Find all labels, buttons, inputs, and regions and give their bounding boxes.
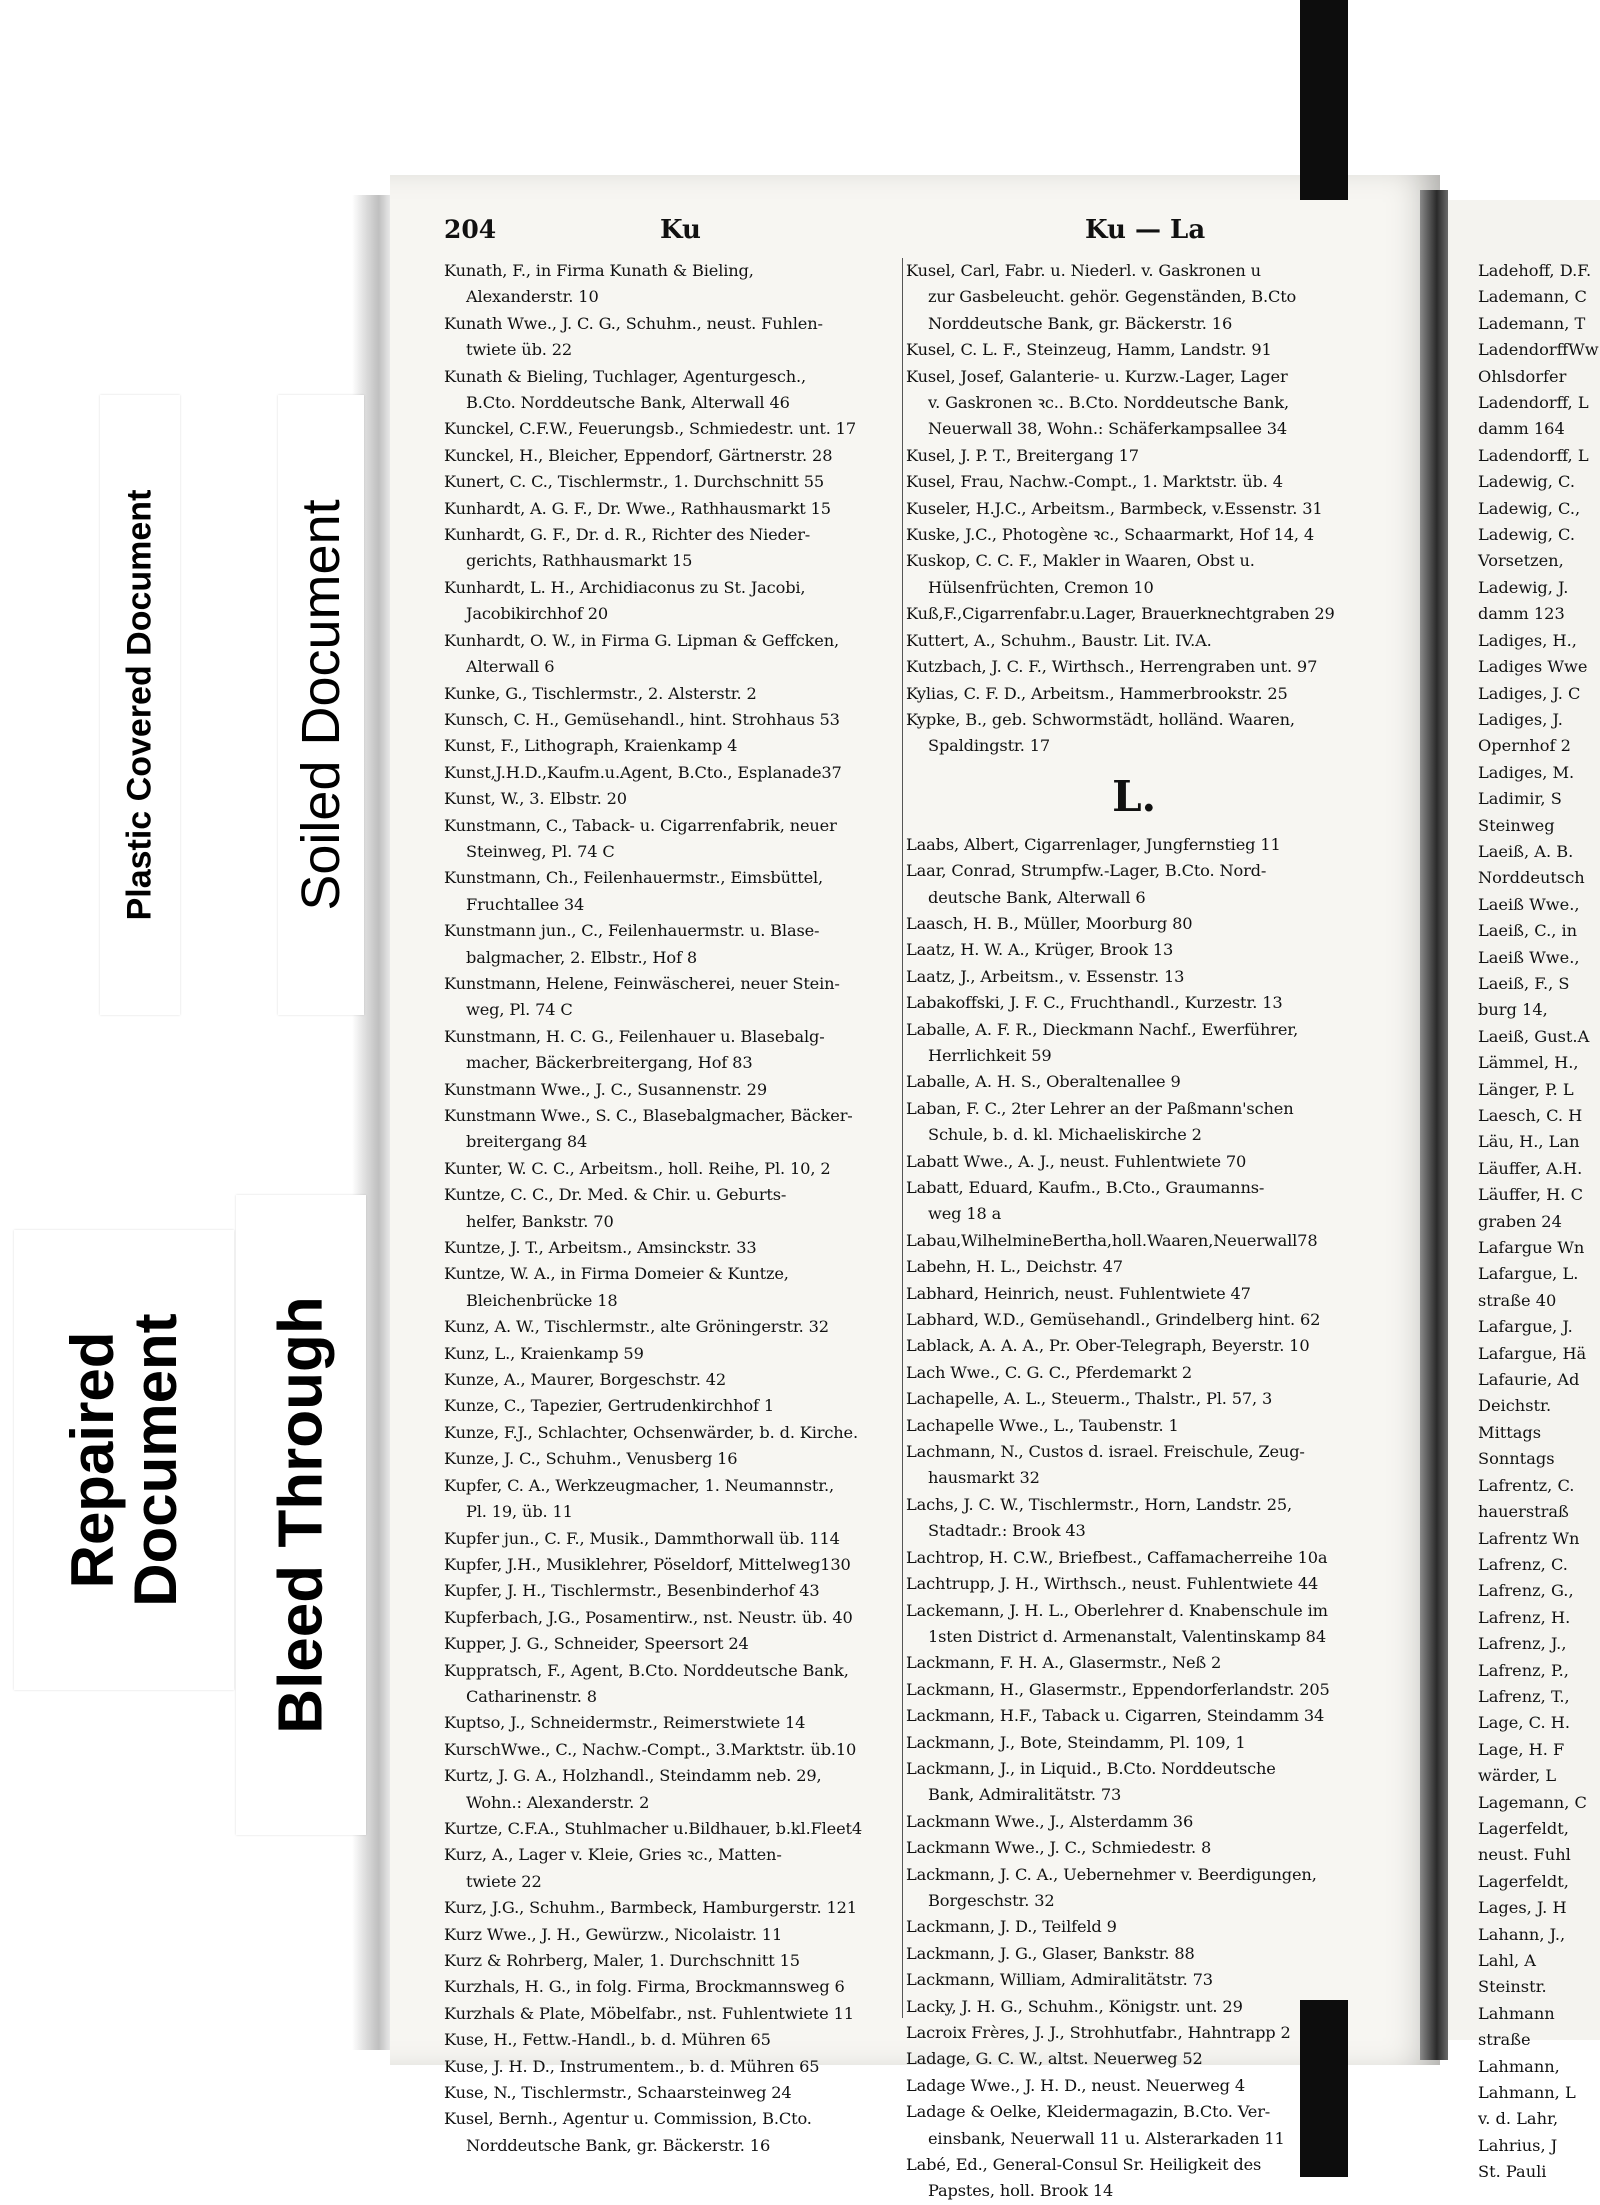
next-page-fragment-line: Länger, P. L <box>1478 1079 1574 1099</box>
next-page-fragment-line: Norddeutsch <box>1478 868 1585 888</box>
directory-entry-line: Stadtadr.: Brook 43 <box>928 1521 1086 1541</box>
next-page-fragment-line: St. Pauli <box>1478 2162 1547 2182</box>
directory-entry-line: Kuß,F.,Cigarrenfabr.u.Lager, Brauerknechtgraben 29 <box>906 604 1335 624</box>
directory-entry-line: Laatz, H. W. A., Krüger, Brook 13 <box>906 940 1174 960</box>
next-page-fragment-line: Laesch, C. H <box>1478 1106 1583 1125</box>
next-page-fragment-line: Lafrentz, C. <box>1478 1475 1575 1495</box>
left-column <box>444 258 904 2159</box>
directory-entry-line: Kunstmann, Helene, Feinwäscherei, neuer Stein- <box>444 973 840 993</box>
directory-entry-line: zur Gasbeleucht. gehör. Gegenständen, B.Cto <box>928 287 1297 307</box>
directory-entry-line: Lackmann, J. G., Glaser, Bankstr. 88 <box>906 1943 1195 1963</box>
next-page-fragment-line: Ladimir, S <box>1478 789 1562 809</box>
next-page-fragment-line: Mittags <box>1478 1422 1542 1442</box>
directory-entry-line: twiete üb. 22 <box>466 340 573 360</box>
directory-entry-line: Neuerwall 38, Wohn.: Schäferkampsallee 34 <box>928 419 1288 439</box>
directory-entry-line: Herrlichkeit 59 <box>928 1045 1052 1065</box>
book-gutter <box>1420 190 1448 2060</box>
label-repaired: Repaired Document <box>14 1230 234 1690</box>
directory-entry-line: Kuntze, C. C., Dr. Med. & Chir. u. Geburts- <box>444 1185 787 1205</box>
next-page-fragment-line: Lafrenz, C. <box>1478 1554 1568 1574</box>
directory-entry-line: Kunst, W., 3. Elbstr. 20 <box>444 789 627 809</box>
directory-entry-line: Hülsenfrüchten, Cremon 10 <box>928 577 1154 597</box>
directory-entry-line: Borgeschstr. 32 <box>928 1890 1055 1910</box>
directory-entry-line: hausmarkt 32 <box>928 1468 1040 1488</box>
next-page-fragment-line: LadendorffWw <box>1478 340 1599 360</box>
next-page-fragment-line: Laeiß Wwe., <box>1478 894 1580 914</box>
next-page-fragment-line: Laeiß, C., in <box>1478 921 1578 941</box>
directory-entry-line: Kunst,J.H.D.,Kaufm.u.Agent, B.Cto., Esplanade37 <box>444 762 842 782</box>
directory-entry-line: Kunz, A. W., Tischlermstr., alte Gröningerstr. 32 <box>444 1317 829 1337</box>
directory-entry-line: Lackmann, William, Admiralitätstr. 73 <box>906 1970 1213 1990</box>
directory-entry-line: B.Cto. Norddeutsche Bank, Alterwall 46 <box>466 393 790 413</box>
directory-entry-line: Lachtrop, H. C.W., Briefbest., Caffamacherreihe 10a <box>906 1547 1328 1567</box>
next-page-fragment-line: Lagemann, C <box>1478 1792 1587 1812</box>
directory-entry-line: Lackmann Wwe., J., Alsterdamm 36 <box>906 1811 1194 1831</box>
directory-entry-line: Kuntze, W. A., in Firma Domeier & Kuntze, <box>444 1264 789 1284</box>
directory-entry-line: Fruchtallee 34 <box>466 894 585 914</box>
directory-entry-line: Jacobikirchhof 20 <box>466 604 609 624</box>
directory-entry-line: Kylias, C. F. D., Arbeitsm., Hammerbrookstr. 25 <box>906 683 1288 703</box>
next-page-fragment-line: burg 14, <box>1478 1000 1548 1020</box>
directory-entry-line: Kusel, J. P. T., Breitergang 17 <box>906 445 1139 465</box>
next-page-fragment-line: straße 40 <box>1478 1290 1557 1310</box>
label-bleed-through: Bleed Through <box>236 1195 366 1835</box>
next-page-fragment-line: Lämmel, H., <box>1478 1053 1579 1073</box>
black-tape-top <box>1300 0 1348 200</box>
directory-entry-line: KurschWwe., C., Nachw.-Compt., 3.Marktstr. üb.10 <box>444 1739 857 1759</box>
directory-entry-line: Kypke, B., geb. Schwormstädt, holländ. Waaren, <box>906 709 1295 729</box>
next-page-fragment-line: hauerstraß <box>1478 1502 1569 1522</box>
directory-entry-line: helfer, Bankstr. 70 <box>466 1211 614 1231</box>
directory-entry-line: Kunz, L., Kraienkamp 59 <box>444 1343 644 1363</box>
next-page-fragment-line: Ladiges, J. C <box>1478 683 1581 703</box>
directory-entry-line: gerichts, Rathhausmarkt 15 <box>466 551 693 571</box>
directory-entry-line: weg 18 a <box>928 1204 1002 1224</box>
next-page-fragment-line: Lagerfeldt, <box>1478 1871 1569 1891</box>
directory-entry-line: Kurz & Rohrberg, Maler, 1. Durchschnitt 15 <box>444 1951 800 1970</box>
directory-entry-line: Labé, Ed., General-Consul Sr. Heiligkeit des <box>906 2155 1262 2175</box>
next-page-fragment-line: Lagerfeldt, <box>1478 1818 1569 1838</box>
next-page-fragment-line: Opernhof 2 <box>1478 736 1571 756</box>
directory-entry-line: Bleichenbrücke 18 <box>466 1290 618 1310</box>
directory-entry-line: Norddeutsche Bank, gr. Bäckerstr. 16 <box>928 313 1233 333</box>
directory-entry-line: v. Gaskronen ꝛc.. B.Cto. Norddeutsche Bank, <box>928 393 1290 413</box>
directory-entry-line: Kupfer, J. H., Tischlermstr., Besenbinderhof 43 <box>444 1581 820 1601</box>
label-soiled: Soiled Document <box>278 395 364 1015</box>
running-head-left: Ku <box>660 215 701 245</box>
directory-entry-line: Kunstmann Wwe., S. C., Blasebalgmacher, Bäcker- <box>444 1106 853 1125</box>
next-page-fragment-line: damm 123 <box>1478 604 1565 624</box>
directory-entry-line: Kuppratsch, F., Agent, B.Cto. Norddeutsche Bank, <box>444 1660 849 1680</box>
directory-entry-line: Kusel, Bernh., Agentur u. Commission, B.Cto. <box>444 2109 812 2129</box>
directory-entry-line: Lackmann, H., Glasermstr., Eppendorferlandstr. 205 <box>906 1679 1330 1699</box>
directory-entry-line: Kuntze, J. T., Arbeitsm., Amsinckstr. 33 <box>444 1238 757 1258</box>
next-page-fragment-line: Lafrenz, H. <box>1478 1607 1571 1627</box>
next-page-fragment-line: Lademann, C <box>1478 287 1587 307</box>
directory-entry-line: Laban, F. C., 2ter Lehrer an der Paßmann'schen <box>906 1098 1294 1118</box>
next-page-fragment-line: Lahmann <box>1478 2003 1555 2023</box>
next-page-fragment-line: Ladiges, M. <box>1478 762 1575 782</box>
directory-entry-line: Kunhardt, L. H., Archidiaconus zu St. Jacobi, <box>444 577 806 597</box>
directory-entry-line: Kuse, H., Fettw.-Handl., b. d. Mühren 65 <box>444 2030 771 2050</box>
next-page-fragment-line: Ladiges, J. <box>1478 709 1563 729</box>
next-page-fragment-line: Läuffer, H. C <box>1478 1185 1583 1205</box>
directory-entry-line: Kunke, G., Tischlermstr., 2. Alsterstr. 2 <box>444 683 757 703</box>
next-page-fragment-line: Deichstr. <box>1478 1396 1552 1416</box>
directory-entry-line: Lackmann Wwe., J. C., Schmiedestr. 8 <box>906 1838 1212 1858</box>
next-page-fragment-line: v. d. Lahr, <box>1478 2109 1559 2129</box>
next-page-fragment-line: Ladiges, H., <box>1478 630 1577 650</box>
right-column <box>906 258 1362 2205</box>
next-page-fragment-line: Laeiß Wwe., <box>1478 947 1580 967</box>
directory-entry-line: Kuptso, J., Schneidermstr., Reimerstwiete 14 <box>444 1713 806 1733</box>
next-page-fragment-line: Laeiß, A. B. <box>1478 841 1574 861</box>
directory-entry-line: Lackmann, J., in Liquid., B.Cto. Norddeutsche <box>906 1758 1276 1778</box>
next-page-fragment-line: Laeiß, Gust.A <box>1478 1026 1590 1046</box>
directory-entry-line: Laballe, A. F. R., Dieckmann Nachf., Ewerführer, <box>906 1019 1299 1039</box>
directory-entry-line: Labehn, H. L., Deichstr. 47 <box>906 1257 1123 1277</box>
directory-entry-line: balgmacher, 2. Elbstr., Hof 8 <box>466 947 697 967</box>
directory-entry-line: Kunst, F., Lithograph, Kraienkamp 4 <box>444 736 738 756</box>
directory-entry-line: Lackmann, J. C. A., Uebernehmer v. Beerdigungen, <box>906 1864 1317 1884</box>
next-page-fragment-line: graben 24 <box>1478 1211 1562 1231</box>
next-page-fragment-line: Ladendorff, L <box>1478 393 1589 413</box>
directory-entry-line: Lackmann, H.F., Taback u. Cigarren, Steindamm 34 <box>906 1706 1325 1726</box>
directory-entry-line: Alexanderstr. 10 <box>466 287 599 307</box>
next-page-fragment-line: Lahann, J., <box>1478 1924 1566 1944</box>
directory-entry-line: Ladage Wwe., J. H. D., neust. Neuerweg 4 <box>906 2075 1246 2095</box>
directory-entry-line: Ladage & Oelke, Kleidermagazin, B.Cto. Ver- <box>906 2102 1271 2122</box>
directory-entry-line: Kunhardt, G. F., Dr. d. R., Richter des Nieder- <box>444 525 811 545</box>
directory-entry-line: Labakoffski, J. F. C., Fruchthandl., Kurzestr. 13 <box>906 993 1283 1013</box>
directory-entry-line: Lachmann, N., Custos d. israel. Freischule, Zeug- <box>906 1442 1305 1462</box>
directory-entry-line: Kunath, F., in Firma Kunath & Bieling, <box>444 261 754 280</box>
directory-entry-line: Kusel, Josef, Galanterie- u. Kurzw.-Lager, Lager <box>906 366 1288 386</box>
directory-entry-line: Kunsch, C. H., Gemüsehandl., hint. Strohhaus 53 <box>444 709 840 729</box>
directory-entry-line: Bank, Admiralitätstr. 73 <box>928 1785 1122 1805</box>
right-column-ku-entries <box>906 258 1362 760</box>
directory-entry-line: Lach Wwe., C. G. C., Pferdemarkt 2 <box>906 1362 1193 1382</box>
directory-entry-line: Kutzbach, J. C. F., Wirthsch., Herrengraben unt. 97 <box>906 657 1318 677</box>
directory-entry-line: Schule, b. d. kl. Michaeliskirche 2 <box>928 1125 1202 1145</box>
next-page-fragment-line: Laeiß, F., S <box>1478 973 1570 993</box>
directory-entry-line: Kusel, Frau, Nachw.-Compt., 1. Marktstr. üb. 4 <box>906 472 1283 492</box>
directory-entry-line: Kusel, C. L. F., Steinzeug, Hamm, Landstr. 91 <box>906 340 1272 360</box>
right-column-la-entries <box>906 832 1362 2205</box>
running-head-right: Ku — La <box>1085 215 1206 245</box>
directory-entry-line: Kurzhals, H. G., in folg. Firma, Brockmannsweg 6 <box>444 1977 845 1997</box>
directory-entry-line: Kunhardt, O. W., in Firma G. Lipman & Geffcken, <box>444 630 839 650</box>
next-page-fragment-line: Sonntags <box>1478 1449 1555 1469</box>
directory-entry-line: Kunstmann, H. C. G., Feilenhauer u. Blasebalg- <box>444 1026 825 1046</box>
directory-entry-line: Kuttert, A., Schuhm., Baustr. Lit. IV.A. <box>906 630 1212 650</box>
directory-entry-line: einsbank, Neuerwall 11 u. Alsterarkaden 11 <box>928 2128 1285 2148</box>
directory-entry-line: Lacky, J. H. G., Schuhm., Königstr. unt. 29 <box>906 1996 1243 2016</box>
directory-entry-line: Labatt, Eduard, Kaufm., B.Cto., Graumanns- <box>906 1178 1265 1197</box>
directory-entry-line: Kuskop, C. C. F., Makler in Waaren, Obst u. <box>906 551 1255 571</box>
directory-entry-line: Steinweg, Pl. 74 C <box>466 841 615 861</box>
directory-entry-line: Kunhardt, A. G. F., Dr. Wwe., Rathhausmarkt 15 <box>444 498 831 518</box>
next-page-fragment-line: Lages, J. H <box>1478 1898 1567 1918</box>
directory-entry-line: Lackmann, J. D., Teilfeld 9 <box>906 1917 1117 1937</box>
directory-entry-line: Kunstmann jun., C., Feilenhauermstr. u. Blase- <box>444 921 820 941</box>
directory-entry-line: deutsche Bank, Alterwall 6 <box>928 887 1146 907</box>
directory-entry-line: macher, Bäckerbreitergang, Hof 83 <box>466 1053 753 1073</box>
directory-entry-line: Kunert, C. C., Tischlermstr., 1. Durchschnitt 55 <box>444 472 825 492</box>
next-page-fragment-line: Vorsetzen, <box>1478 551 1564 571</box>
next-page-fragment-line: Steinweg <box>1478 815 1555 835</box>
directory-entry-line: Kuske, J.C., Photogène ꝛc., Schaarmarkt, Hof 14, 4 <box>906 525 1315 545</box>
directory-entry-line: Kupfer jun., C. F., Musik., Dammthorwall üb. 114 <box>444 1528 840 1548</box>
next-page-fragment-line: Lage, H. F <box>1478 1739 1565 1759</box>
directory-entry-line: Lackemann, J. H. L., Oberlehrer d. Knabenschule im <box>906 1600 1328 1620</box>
next-page-fragment-line: damm 164 <box>1478 419 1565 439</box>
directory-entry-line: Kunath Wwe., J. C. G., Schuhm., neust. Fuhlen- <box>444 313 823 333</box>
next-page-fragment-line: Lafrenz, G., <box>1478 1581 1574 1601</box>
directory-entry-line: Lacroix Frères, J. J., Strohhutfabr., Hahntrapp 2 <box>906 2023 1291 2042</box>
next-page-fragment-line: Lahmann, L <box>1478 2083 1576 2103</box>
next-page-fragments <box>1478 258 1599 2186</box>
next-page-fragment-line: Ladehoff, D.F. <box>1478 261 1592 280</box>
directory-entry-line: Kunze, C., Tapezier, Gertrudenkirchhof 1 <box>444 1396 775 1416</box>
directory-entry-line: Lachapelle Wwe., L., Taubenstr. 1 <box>906 1415 1179 1435</box>
next-page-fragment-line: Lage, C. H. <box>1478 1713 1570 1733</box>
next-page-fragment-line: Lafrenz, J., <box>1478 1634 1567 1654</box>
directory-entry-line: Kunstmann, C., Taback- u. Cigarrenfabrik, neuer <box>444 815 837 835</box>
directory-entry-line: Ladage, G. C. W., altst. Neuerweg 52 <box>906 2049 1203 2069</box>
directory-entry-line: Kupfer, J.H., Musiklehrer, Pöseldorf, Mittelweg130 <box>444 1554 851 1574</box>
next-page-fragment-line: Ladendorff, L <box>1478 445 1589 465</box>
directory-entry-line: Kunckel, C.F.W., Feuerungsb., Schmiedestr. unt. 17 <box>444 419 856 439</box>
directory-entry-line: Kurtze, C.F.A., Stuhlmacher u.Bildhauer, b.kl.Fleet4 <box>444 1818 863 1838</box>
page-number: 204 <box>444 215 497 244</box>
directory-entry-line: Kurz, J.G., Schuhm., Barmbeck, Hamburgerstr. 121 <box>444 1898 857 1918</box>
next-page-fragment-line: Lafargue, J. <box>1478 1317 1573 1337</box>
next-page-fragment-line: Ladewig, C., <box>1478 498 1581 518</box>
directory-entry-line: Lachtrupp, J. H., Wirthsch., neust. Fuhlentwiete 44 <box>906 1574 1319 1594</box>
directory-entry-line: Pl. 19, üb. 11 <box>466 1502 573 1522</box>
directory-entry-line: Kurzhals & Plate, Möbelfabr., nst. Fuhlentwiete 11 <box>444 2003 854 2023</box>
directory-entry-line: Kunckel, H., Bleicher, Eppendorf, Gärtnerstr. 28 <box>444 445 833 465</box>
directory-entry-line: Kupferbach, J.G., Posamentirw., nst. Neustr. üb. 40 <box>444 1607 853 1627</box>
directory-entry-line: Lachapelle, A. L., Steuerm., Thalstr., Pl. 57, 3 <box>906 1389 1273 1409</box>
directory-entry-line: Wohn.: Alexanderstr. 2 <box>466 1792 650 1812</box>
directory-entry-line: Kunze, J. C., Schuhm., Venusberg 16 <box>444 1449 738 1469</box>
next-page-fragment-line: Lafargue, Hä <box>1478 1343 1587 1363</box>
directory-entry-line: Kunath & Bieling, Tuchlager, Agenturgesch., <box>444 366 806 386</box>
directory-entry-line: Kunze, F.J., Schlachter, Ochsenwärder, b. d. Kirche. <box>444 1422 858 1442</box>
next-page-fragment-line: Ladiges Wwe <box>1478 657 1588 677</box>
directory-entry-line: Laar, Conrad, Strumpfw.-Lager, B.Cto. Nord- <box>906 861 1267 881</box>
directory-entry-line: Labhard, Heinrich, neust. Fuhlentwiete 47 <box>906 1283 1251 1303</box>
next-page-fragment-line: Lafargue Wn <box>1478 1238 1585 1258</box>
directory-entry-line: Lablack, A. A. A., Pr. Ober-Telegraph, Beyerstr. 10 <box>906 1336 1310 1356</box>
next-page-fragment-line: Lafrenz, T., <box>1478 1686 1570 1706</box>
directory-entry-line: Kusel, Carl, Fabr. u. Niederl. v. Gaskronen u <box>906 261 1261 280</box>
next-page-fragment-line: wärder, L <box>1478 1766 1557 1786</box>
directory-entry-line: Laasch, H. B., Müller, Moorburg 80 <box>906 913 1193 933</box>
label-plastic-covered: Plastic Covered Document <box>100 395 180 1015</box>
next-page-fragment-line: Lafrentz Wn <box>1478 1528 1580 1548</box>
directory-entry-line: Kunter, W. C. C., Arbeitsm., holl. Reihe, Pl. 10, 2 <box>444 1158 831 1178</box>
directory-entry-line: Labhard, W.D., Gemüsehandl., Grindelberg hint. 62 <box>906 1310 1321 1330</box>
directory-entry-line: 1sten District d. Armenanstalt, Valentinskamp 84 <box>928 1626 1326 1646</box>
directory-entry-line: weg, Pl. 74 C <box>466 1000 573 1020</box>
next-page-fragment-line: Lahl, A <box>1478 1951 1536 1970</box>
directory-entry-line: Kunstmann, Ch., Feilenhauermstr., Eimsbüttel, <box>444 868 824 888</box>
directory-entry-line: Laballe, A. H. S., Oberaltenallee 9 <box>906 1072 1181 1092</box>
directory-entry-line: Spaldingstr. 17 <box>928 736 1051 756</box>
directory-entry-line: Labatt Wwe., A. J., neust. Fuhlentwiete 70 <box>906 1151 1247 1171</box>
directory-entry-line: Papstes, holl. Brook 14 <box>928 2181 1114 2201</box>
next-page-fragment-line: Ladewig, C. <box>1478 525 1575 545</box>
next-page-fragment-line: Lafaurie, Ad <box>1478 1370 1580 1390</box>
next-page-fragment-line: Steinstr. <box>1478 1977 1547 1997</box>
directory-entry-line: Lackmann, J., Bote, Steindamm, Pl. 109, 1 <box>906 1732 1246 1752</box>
directory-entry-line: Kupfer, C. A., Werkzeugmacher, 1. Neumannstr., <box>444 1475 835 1495</box>
directory-entry-line: Kuseler, H.J.C., Arbeitsm., Barmbeck, v.Essenstr. 31 <box>906 498 1323 518</box>
next-page-fragment-line: Läuffer, A.H. <box>1478 1158 1583 1178</box>
next-page-fragment-line: Lafrenz, P., <box>1478 1660 1569 1680</box>
directory-entry-line: Lackmann, F. H. A., Glasermstr., Neß 2 <box>906 1653 1222 1673</box>
directory-entry-line: Laatz, J., Arbeitsm., v. Essenstr. 13 <box>906 966 1185 986</box>
directory-entry-line: twiete 22 <box>466 1871 542 1891</box>
directory-entry-line: Alterwall 6 <box>466 657 555 677</box>
directory-entry-line: Kurz, A., Lager v. Kleie, Gries ꝛc., Matten- <box>444 1845 782 1865</box>
next-page-fragment-line: Lahmann, <box>1478 2056 1560 2076</box>
directory-entry-line: Lachs, J. C. W., Tischlermstr., Horn, Landstr. 25, <box>906 1494 1292 1514</box>
directory-entry-line: breitergang 84 <box>466 1132 588 1152</box>
directory-entry-line: Labau,WilhelmineBertha,holl.Waaren,Neuerwall78 <box>906 1230 1318 1250</box>
directory-entry-line: Catharinenstr. 8 <box>466 1686 597 1706</box>
directory-entry-line: Norddeutsche Bank, gr. Bäckerstr. 16 <box>466 2135 771 2155</box>
directory-entry-line: Kuse, J. H. D., Instrumentem., b. d. Mühren 65 <box>444 2056 820 2076</box>
directory-entry-line: Kuse, N., Tischlermstr., Schaarsteinweg 24 <box>444 2083 792 2103</box>
next-page-fragment-line: Läu, H., Lan <box>1478 1132 1580 1152</box>
directory-entry-line: Kurtz, J. G. A., Holzhandl., Steindamm neb. 29, <box>444 1766 822 1786</box>
directory-entry-line: Kurz Wwe., J. H., Gewürzw., Nicolaistr. 11 <box>444 1924 783 1944</box>
next-page-fragment-line: neust. Fuhl <box>1478 1845 1571 1865</box>
next-page-fragment-line: Lahrius, J <box>1478 2135 1558 2155</box>
next-page-fragment-line: Ohlsdorfer <box>1478 366 1567 386</box>
next-page-fragment-line: straße <box>1478 2030 1531 2050</box>
directory-entry-line: Kupper, J. G., Schneider, Speersort 24 <box>444 1634 749 1654</box>
directory-entry-line: Kunstmann Wwe., J. C., Susannenstr. 29 <box>444 1079 767 1099</box>
directory-entry-line: Laabs, Albert, Cigarrenlager, Jungfernstieg 11 <box>906 834 1281 854</box>
next-page-fragment-line: Lademann, T <box>1478 313 1586 333</box>
directory-entry-line: Kunze, A., Maurer, Borgeschstr. 42 <box>444 1370 727 1390</box>
next-page-fragment-line: Lafargue, L. <box>1478 1264 1579 1284</box>
section-letter: L. <box>1112 771 1156 821</box>
next-page-fragment-line: Ladewig, J. <box>1478 577 1569 597</box>
next-page-fragment-line: Ladewig, C. <box>1478 472 1575 492</box>
